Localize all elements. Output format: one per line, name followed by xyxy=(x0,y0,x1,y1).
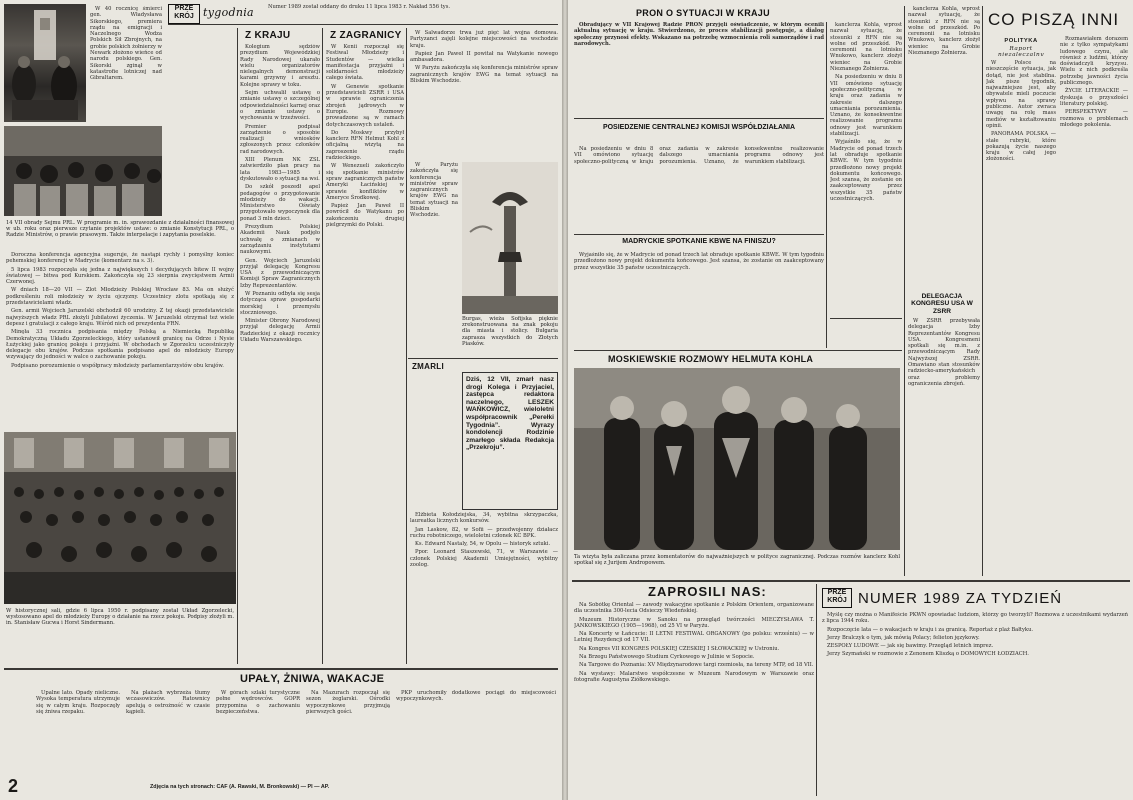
co-pisza-item: PERSPEKTYWY — rozmowa o problemach młodego pokolenia. xyxy=(1060,109,1128,128)
news-item: Premier podpisał zarządzenie o sposobie realizacji wniosków zgłoszonych przez członków rad narodowych. xyxy=(240,123,320,155)
news-item: W Paryżu zakończyła się konferencja ministrów spraw zagranicznych krajów EWG na temat sytuacji na Bliskim Wschodzie. xyxy=(410,65,558,85)
pron-col2 xyxy=(830,22,902,348)
z-zagranicy-column xyxy=(326,44,404,662)
logo-line2: KRÓJ xyxy=(827,597,847,604)
obit-item: Ks. Edward Nastaly, 54, w Opolu — historyk sztuki. xyxy=(415,541,551,548)
issue-line-text: Numer 1989 został oddany do druku 11 lipca 1983 r. Nakład 556 tys. xyxy=(268,4,451,10)
zgorzelec-caption: W historycznej sali, gdzie 6 lipca 1950 r. podpisany został Układ Zgorzelecki, wystosowano apel do młodzieży Europy o działanie na rzecz pokoju. Podpisy złożyli m. in. Stanisław Gucwa i Horst Sindermann. xyxy=(6,608,234,627)
sejm-photo xyxy=(4,126,162,216)
left-col1-news xyxy=(6,252,234,427)
zmarli-notice xyxy=(462,372,558,510)
col-divider xyxy=(826,22,827,348)
col4-text xyxy=(410,30,558,160)
upaly-col4 xyxy=(306,690,390,776)
posiedzenie-text xyxy=(574,146,824,230)
posiedzenie-heading: POSIEDZENIE CENTRALNEJ KOMISJI WSPÓŁDZIAŁANIA xyxy=(602,124,796,131)
upaly-text: Upalne lato. Opady nieliczne. Wysoka temperatura utrzymuje się w całym kraju. Rozpoczęły się żniwa rzepaku. xyxy=(36,690,120,715)
col-divider xyxy=(816,584,817,796)
delegacja-paragraph: W ZSRR przebywała delegacja Izby Reprezentantów Kongresu USA. Kongresmeni spotkali się m.in. z przewodniczącym Rady Najwyższej ZSRR. Omawiano stan stosunków radziecko-amerykańskich oraz problemy ograniczenia zbrojeń. xyxy=(908,318,980,387)
co-pisza-item: ŻYCIE LITERACKIE — dyskusja o przyszłości literatury polskiej. xyxy=(1060,88,1128,107)
madryt-paragraph: Wyjaśniło się, że w Madrycie od ponad trzech lat obraduje spotkanie KBWE. W tym tygodniu przedłożono nowy projekt dokumentu końcowego. Jest szansa, że zostanie on zaakceptowany przez wszystkie 35 państw uczestniczących. xyxy=(574,252,824,271)
pron-col2-text: Na posiedzeniu w dniu 8 VII omówiono sytuację społeczno-polityczną w kraju oraz zadania w zakresie dalszego umacniania porozumienia. Uznano, że konsekwentne realizowanie programu odnowy jest warunkiem stabilizacji. xyxy=(830,74,902,138)
upaly-rule xyxy=(4,668,558,670)
col-divider xyxy=(237,28,238,664)
sejm-assembly-icon xyxy=(4,126,162,216)
top-rule xyxy=(168,24,558,25)
issue-line xyxy=(268,4,558,14)
news-item: XIII Plenum NK ZSL zatwierdziło plan pracy na lata 1983—1985 i dyskutowało o sytuacji na wsi. xyxy=(240,157,320,182)
zaprosili-item: Na Kongres VII KONGRES POLSKIEJ CZESKIEJ I SŁOWACKIEJ w Ustroniu. xyxy=(579,645,780,652)
pron-heading: PRON O SYTUACJI W KRAJU xyxy=(636,8,770,18)
zaprosili-item: Na Brzegu Państwowego Studium Cyrkowego w Julinie w Sopocie. xyxy=(579,654,755,661)
upaly-col1 xyxy=(36,690,120,776)
madryt-heading: MADRYCKIE SPOTKANIE KBWE NA FINISZU? xyxy=(622,238,776,245)
upaly-text: Na plażach wybrzeża tłumy wczasowiczów. Ratownicy apelują o ostrożność w czasie kąpieli. xyxy=(126,690,210,715)
zaprosili-title: ZAPROSILI NAS: xyxy=(648,584,767,599)
col-between xyxy=(908,6,980,288)
tower-photo xyxy=(462,162,558,314)
col-between-text: kanclerza Kohla, wprost nazwał sytuację, że stosunki z RFN nie są wolne od przeszkód. Po ceremonii na lotnisku Wnukowo, kanclerz złożył wieniec na Grobie Nieznanego Żołnierza. xyxy=(908,6,980,57)
news-item: Gen. Wojciech Jaruzelski przyjął delegację Kongresu USA z przewodniczącym Komisji Spraw Zagranicznych Izby Reprezentantów. xyxy=(240,257,320,289)
rule xyxy=(574,234,824,235)
news-item: W Paryżu zakończyła się konferencja ministrów spraw zagranicznych krajów EWG na temat sytuacji na Bliskim Wschodzie. xyxy=(410,162,458,219)
numer-list xyxy=(822,612,1128,796)
obit-item: Elżbieta Kołodziejska, 34, wybitna skrzypaczka, laureatka licznych konkursów. xyxy=(410,512,558,525)
news-item: Minęła 33 rocznica podpisania między Polską a Niemiecką Republiką Demokratyczną Układu Zgorzeleckiego, który ustanowił granicę na Odrze i Nysie Łużyckiej jako granicę pokoju i przyjaźni. W obchodach w Zgorzelcu uczestniczyły delegacje obu krajów. Podczas spotkania podpisano apel do młodzieży Europy wzywający do jedności w walce o zachowanie pokoju. xyxy=(6,329,234,361)
rule xyxy=(830,318,902,319)
news-item: W Wenezueli zakończyło się spotkanie ministrów spraw zagranicznych państw Ameryki Łacińskiej w sprawie konfliktów w Ameryce Środkowej. xyxy=(326,163,404,201)
obituary-text: Dziś, 12 VII, zmarł nasz drogi Kolega i Przyjaciel, zastępca redaktora naczelnego, LESZEK WAŃKOWICZ, wieloletni współpracownik „Perełki Tygodnia”. Wyrazy kondolencji Rodzinie zmarłego składa Redakcja „Przekroju”. xyxy=(466,376,554,452)
zaprosili-item: Muzeum Historyczne w Sanoku na przegląd twórczości MIECZYSŁAWA T. JANKOWSKIEGO (1905—1968), od 25 VI w Paryżu. xyxy=(574,616,814,629)
co-pisza-col2 xyxy=(1060,36,1128,574)
madryt-heading-box xyxy=(574,238,824,250)
news-item: Podpisano porozumienie o współpracy młodzieży parlamentarzystów obu krajów. xyxy=(11,362,224,369)
kohl-visit-photo xyxy=(574,368,900,550)
z-kraju-heading: Z KRAJU xyxy=(245,30,291,41)
col-divider xyxy=(322,28,323,664)
posiedzenie-heading-box xyxy=(574,121,824,143)
right-page xyxy=(568,0,1133,800)
zaprosili-item: Na Sobótkę Oriental — zawody wakacyjne spotkanie z Polskim Orientem, organizowane dla uczestnika 300-lecia Odsieczy Wiedeńskiej. xyxy=(574,602,814,615)
polityka-box xyxy=(986,36,1056,56)
zaprosili-list xyxy=(574,602,814,796)
hall-audience-icon xyxy=(4,432,236,604)
numer-title: NUMER 1989 ZA TYDZIEŃ xyxy=(858,590,1063,607)
rule xyxy=(574,350,902,351)
zgorzelec-photo xyxy=(4,432,236,604)
co-pisza-col1 xyxy=(986,60,1056,574)
upaly-col2 xyxy=(126,690,210,776)
delegacja-heading-box xyxy=(904,290,980,314)
upaly-col3 xyxy=(216,690,300,776)
news-item: W Genewie spotkanie przedstawicieli ZSRR i USA w sprawie ograniczenia zbrojeń jądrowych w Europie. Rozmowy prowadzone są w ramach dotychczasowych ustaleń. xyxy=(326,83,404,128)
tygodnia-label: tygodnia xyxy=(203,6,254,19)
news-item: Do Moskwy przybył kanclerz RFN Helmut Kohl z oficjalną wizytą na zaproszenie rządu radzieckiego. xyxy=(326,129,404,162)
co-pisza-text: W Polsce na nieszczęście sytuacja, jak dotąd, nie jest stabilna. Jak pisze tygodnik, najważniejsze jest, aby obywatele mieli poczucie wpływu na sprawy publiczne. Autor zwraca uwagę na rolę mass mediów w kształtowaniu opinii. xyxy=(986,60,1056,129)
tower-icon xyxy=(462,162,558,314)
zmarli-list xyxy=(410,512,558,662)
news-item: Do szkół poszedł apel pedagogów o przygotowanie młodzieży do wakacji. Ministerstwo Oświaty przygotowało wypoczynek dla ponad 3 mln dzieci. xyxy=(240,184,320,222)
upaly-text: PKP uruchomiły dodatkowe pociągi do miejscowości wypoczynkowych. xyxy=(396,690,556,703)
pron-lead-text: Obradujący w VII Krajowej Radzie PRON przyjęli oświadczenie, w którym ocenili aktualną sytuację w kraju. Stwierdzono, że proces stabilizacji postępuje, a dialog społeczny przynosi efekty. Wskazano na potrzebę wzmocnienia roli samorządów i rad narodowych. xyxy=(574,22,824,47)
col-divider xyxy=(982,6,983,576)
numer-item: ZESPOŁY LUDOWE — jak się bawimy. Przegląd letnich imprez. xyxy=(827,643,994,650)
delegacja-heading: DELEGACJA KONGRESU USA W ZSRR xyxy=(911,293,973,314)
news-item: W dniach 18—20 VII — Zlot Młodzieży Polskiej Wrocław 83. Ma on służyć podkreśleniu roli młodzieży w życiu ojczyzny. Uczestnicy zlotu spotkają się z przedstawicielami władz. xyxy=(6,287,234,307)
news-item: Doroczna konferencja agencyjna sugeruje, że nastąpi rychły i pomyślny koniec pehemskiej konferencji w Madrycie (komentarz na s. 3). xyxy=(6,252,234,265)
raport-label: Raport niezaleczalny xyxy=(998,46,1044,56)
news-item: Papież Jan Paweł II powrócił do Watykanu po zakończeniu drugiej pielgrzymki do Polski. xyxy=(326,203,404,229)
zmarli-rule xyxy=(408,358,558,359)
upaly-text: W górach szlaki turystyczne pełne wędrowców. GOPR przypomina o zachowaniu bezpieczeństwa. xyxy=(216,690,300,715)
zaprosili-item: Na Targowe do Poznania: XV Międzynarodowe targi rzemiosła, na tereny MTP, od 18 VII. xyxy=(579,662,814,669)
upaly-col5 xyxy=(396,690,556,776)
numer-item: Jerzy Szymański w rozmowie z Zenonem Kliszką o DOMOWYCH ŁODZIACH. xyxy=(827,651,1029,658)
numer-item: Rozpoczęcie lata — o wakacjach w kraju i za granicą. Reportaż z plaż Bałtyku. xyxy=(827,626,1034,633)
upaly-text: Na Mazurach rozpoczął się sezon żeglarski. Ośrodki wypoczynkowe przyjmują pierwszych gości. xyxy=(306,690,390,715)
news-item: Sejm uchwalił ustawę o zmianie ustawy o szczególnej odpowiedzialności karnej oraz o zmianie ustawy o wychowaniu w trzeźwości. xyxy=(240,90,320,122)
zaprosili-item: Na wystawy: Malarstwo współczesne w Muzeum Narodowym w Warszawie oraz fotografie Augustyna Ziółkowskiego. xyxy=(574,670,814,683)
logo-line1: PRZE xyxy=(827,589,847,596)
logo-line2: KRÓJ xyxy=(174,13,194,20)
left-page xyxy=(0,0,562,800)
bottom-rule xyxy=(572,580,1130,582)
rule xyxy=(574,118,824,119)
col-divider xyxy=(406,28,407,664)
obit-item: Jan Laskow, 82, w Sofii — przedwojenny działacz ruchu robotniczego, wieloletni członek KC BPK. xyxy=(410,526,558,539)
pron-col2-text: kanclerza Kohla, wprost nazwał sytuację, że stosunki z RFN nie są wolne od przeszkód. Po ceremonii na lotnisku Wnukowo, kanclerz złożył wieniec na Grobie Nieznanego Żołnierza. xyxy=(830,22,902,73)
polityka-label: POLITYKA xyxy=(1004,38,1038,44)
przekroj-logo xyxy=(168,4,200,24)
moskiewskie-heading: MOSKIEWSKIE ROZMOWY HELMUTA KOHLA xyxy=(608,354,814,364)
news-item: W Salwadorze trwa już pięć lat wojna domowa. Partyzanci zajęli kolejne miejscowości na wschodzie kraju. xyxy=(410,30,558,49)
przekroj-logo-small xyxy=(822,588,852,608)
z-kraju-column xyxy=(240,44,320,662)
posiedzenie-paragraph: Na posiedzeniu w dniu 8 VII omówiono sytuację społeczno-polityczną w kraju oraz zadania w zakresie dalszego umacniania porozumienia. Uznano, że konsekwentne realizowanie programu odnowy jest warunkiem stabilizacji. xyxy=(574,146,824,165)
delegacja-text xyxy=(908,318,980,574)
obit-item: Ppor. Leonard Staszewski, 71, w Warszawie — członek Polskiej Akademii Umiejętności, wybitny zoolog. xyxy=(410,549,558,569)
z-zagranicy-heading: Z ZAGRANICY xyxy=(330,30,402,41)
page-number: 2 xyxy=(8,776,19,796)
co-pisza-text: Rozmawiałem dorazem nie z tylko sympatykami ludowego czynu, ale również z ludźmi, którzy doświadczyli kryzysu. Wielu z nich podkreśla potrzebę jawności życia publicznego. xyxy=(1060,36,1128,87)
news-item: W Poznaniu odbyła się sesja dotycząca spraw gospodarki morskiej i przemysłu stoczniowego. xyxy=(240,290,320,316)
news-item: W Kenii rozpoczął się Festiwal Młodzieży i Studentów — wielka manifestacja przyjaźni i solidarności młodzieży całego świata. xyxy=(326,44,404,82)
sikorski-text xyxy=(90,6,162,122)
news-item: Papież Jan Paweł II powitał na Watykanie nowego ambasadora. xyxy=(410,50,558,64)
news-item: Minister Obrony Narodowej przyjął delegację Armii Radzieckiej z okazji rocznicy Układu Warszawskiego. xyxy=(240,318,320,344)
numer-item: Jerzy Bralczyk o tym, jak mówią Polacy; felieton językowy. xyxy=(827,634,980,641)
people-group-icon xyxy=(574,368,900,550)
news-item: Gen. armii Wojciech Jaruzelski obchodził 60 urodziny. Z tej okazji przedstawiciele najwyższych władz PRL złożyli Jubilatowi życzenia. W Jaruzelski otrzymał też wiele depesz i gratulacji z całego kraju. Wśród nich od prezydenta FRN. xyxy=(6,308,234,327)
news-item: 5 lipca 1983 rozpoczęła się jedna z największych i decydujących bitew II wojny światowej — bitwa pod Kurskiem. Zakończyła się 23 sierpnia zwycięstwem Armii Czerwonej. xyxy=(6,266,234,286)
news-item: Prezydium Polskiej Akademii Nauk podjęło uchwałę o zmianach w zarządzaniu instytutami naukowymi. xyxy=(240,224,320,256)
pron-lead xyxy=(574,22,824,114)
news-item: Kolegium sędziów prezydium Wojewódzkiej Rady Narodowej ukarało wielu organizatorów nielegalnych demonstracji karami grzywny i aresztu. Kolejne sprawy w toku. xyxy=(240,44,320,88)
anniversary-photo xyxy=(4,4,86,122)
zaprosili-item: Na Koncerty w Łańcucie: II LETNI FESTIWAL ORGANOWY (po polsku: wrześniu) — w Letniej Rezydencji od 17 VII. xyxy=(574,631,814,644)
co-pisza-title: CO PISZĄ INNI xyxy=(988,10,1120,29)
tower-caption: Burgas, wieża Sofijska pięknie zrekonstruowana na znak pokoju dla miasta i stolicy. Bułgaria zaprasza wszystkich do Złotych Piasków. xyxy=(462,316,558,347)
logo-line1: PRZE xyxy=(174,5,194,12)
kohl-photo-caption: Ta wizyta była zaliczana przez komentatorów do najważniejszych w polityce zagranicznej. Podczas rozmów kanclerz Kohl spotkał się z Jurijem Andropowem. xyxy=(574,554,900,567)
upaly-heading: UPAŁY, ŻNIWA, WAKACJE xyxy=(240,673,385,685)
zmarli-heading: ZMARLI xyxy=(412,362,445,371)
numer-item: Myślę czy można o Manifeście PKWN opowiadać ludziom, którzy go tworzyli? Rozmowa z uczestnikami wydarzeń z lipca 1944 roku. xyxy=(822,612,1128,625)
sikorski-paragraph: W 40 rocznicę śmierci gen. Władysława Sikorskiego, premiera rządu na emigracji i Naczelnego Wodza Polskich Sił Zbrojnych, na grobie polskich żołnierzy w Newark złożono wieńce od narodu polskiego. Gen. Sikorski zginął w katastrofie lotniczej nad Gibraltarem. xyxy=(90,6,162,82)
col4-left-narrow xyxy=(410,162,458,352)
photo-credits: Zdjęcia na tych stronach: CAF (A. Rawski, M. Bronkowski) — PI — AP. xyxy=(150,784,330,790)
madryt-text xyxy=(574,252,824,348)
co-pisza-item: PANORAMA POLSKA — stałe rubryki, które pokazują życie naszego kraju w całej jego złożoności. xyxy=(986,131,1056,163)
sejm-caption: 14 VII obrady Sejmu PRL. W programie m. in. sprawozdanie z działalności finansowej w ub. roku oraz pierwsze czytanie projektów ustaw: o zmianie Konstytucji PRL, o Radzie Ministrów, o prawie prasowym. Także interpelacje i zapytania poselskie. xyxy=(6,220,234,239)
pron-col2-text: Wyjaśniło się, że w Madrycie od ponad trzech lat obraduje spotkanie KBWE. W tym tygodniu przedłożono nowy projekt dokumentu końcowego. Jest szansa, że zostanie on zaakceptowany przez wszystkie 35 państw uczestniczących. xyxy=(830,139,902,203)
ceremony-figures-icon xyxy=(4,4,86,122)
